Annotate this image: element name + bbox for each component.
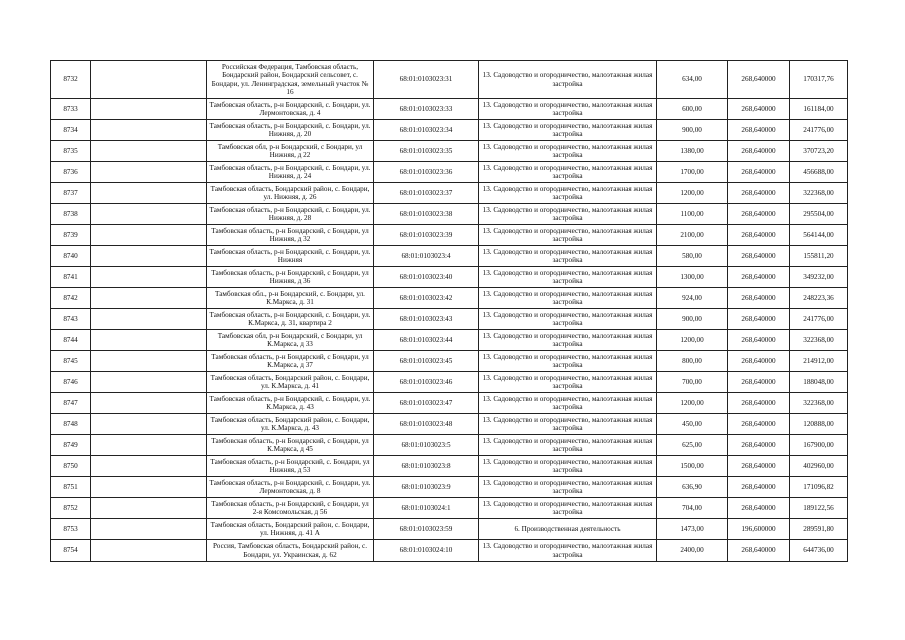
cell-number: 8738 [51, 204, 91, 225]
cell-cadastral-value: 161184,00 [790, 99, 848, 120]
cell-blank [91, 309, 207, 330]
cell-address: Тамбовская область, Бондарский район, с. Бондари, ул. Нижняя, д. 41 А [207, 519, 374, 540]
cell-cadastral-number: 68:01:0103023:39 [374, 225, 479, 246]
cell-cadastral-number: 68:01:0103023:35 [374, 141, 479, 162]
table-row [51, 99, 848, 120]
table-row [51, 141, 848, 162]
cell-specific-value: 268,640000 [728, 141, 790, 162]
cell-cadastral-number: 68:01:0103023:40 [374, 267, 479, 288]
cell-land-use: 13. Садоводство и огородничество, малоэтажная жилая застройка [479, 540, 657, 562]
cell-land-use: 13. Садоводство и огородничество, малоэтажная жилая застройка [479, 309, 657, 330]
cell-address: Тамбовская область, р-н Бондарский, с. Бондари, ул Нижняя, д 53 [207, 456, 374, 477]
cell-cadastral-number: 68:01:0103023:4 [374, 246, 479, 267]
table-body [51, 61, 848, 562]
cell-cadastral-value: 322368,00 [790, 330, 848, 351]
cell-cadastral-value: 120888,00 [790, 414, 848, 435]
cell-area: 1380,00 [657, 141, 728, 162]
cell-blank [91, 267, 207, 288]
cell-land-use: 13. Садоводство и огородничество, малоэтажная жилая застройка [479, 141, 657, 162]
cell-area: 2100,00 [657, 225, 728, 246]
table-row [51, 61, 848, 99]
cell-area: 900,00 [657, 120, 728, 141]
cell-land-use: 13. Садоводство и огородничество, малоэтажная жилая застройка [479, 351, 657, 372]
table-row [51, 225, 848, 246]
cell-number: 8740 [51, 246, 91, 267]
cell-area: 1473,00 [657, 519, 728, 540]
cell-specific-value: 268,640000 [728, 498, 790, 519]
cell-blank [91, 288, 207, 309]
cell-address: Тамбовская область, р-н Бондарский, с. Бондари, ул. Нижняя, д. 28 [207, 204, 374, 225]
cell-cadastral-value: 322368,00 [790, 183, 848, 204]
cell-specific-value: 268,640000 [728, 477, 790, 498]
cell-land-use: 13. Садоводство и огородничество, малоэтажная жилая застройка [479, 204, 657, 225]
cell-land-use: 13. Садоводство и огородничество, малоэтажная жилая застройка [479, 162, 657, 183]
cell-specific-value: 268,640000 [728, 246, 790, 267]
cell-number: 8742 [51, 288, 91, 309]
cell-land-use: 13. Садоводство и огородничество, малоэтажная жилая застройка [479, 456, 657, 477]
table-row [51, 183, 848, 204]
cell-number: 8749 [51, 435, 91, 456]
cell-area: 1300,00 [657, 267, 728, 288]
cell-cadastral-value: 322368,00 [790, 393, 848, 414]
cell-cadastral-value: 171096,82 [790, 477, 848, 498]
cell-blank [91, 162, 207, 183]
cell-cadastral-value: 564144,00 [790, 225, 848, 246]
cell-address: Россия, Тамбовская область, Бондарский район, с. Бондари, ул. Украинская, д. 62 [207, 540, 374, 562]
table-row [51, 120, 848, 141]
cell-area: 800,00 [657, 351, 728, 372]
cell-address: Тамбовская область, р-н Бондарский, с Бондари, ул К.Маркса, д 45 [207, 435, 374, 456]
cell-number: 8754 [51, 540, 91, 562]
cell-number: 8733 [51, 99, 91, 120]
cell-blank [91, 61, 207, 99]
cell-area: 2400,00 [657, 540, 728, 562]
cell-address: Тамбовская область, р-н Бондарский, с. Бондари, ул. К.Маркса, д. 31, квартира 2 [207, 309, 374, 330]
cell-specific-value: 268,640000 [728, 456, 790, 477]
cell-cadastral-number: 68:01:0103023:8 [374, 456, 479, 477]
cell-blank [91, 372, 207, 393]
cell-area: 1700,00 [657, 162, 728, 183]
cell-specific-value: 268,640000 [728, 372, 790, 393]
cell-address: Российская Федерация, Тамбовская область, Бондарский район, Бондарский сельсовет, с. Бондари, ул. Ленинградская, земельный участок № 16 [207, 61, 374, 99]
cell-area: 1500,00 [657, 456, 728, 477]
cell-specific-value: 268,640000 [728, 183, 790, 204]
cell-cadastral-number: 68:01:0103023:43 [374, 309, 479, 330]
cell-land-use: 13. Садоводство и огородничество, малоэтажная жилая застройка [479, 414, 657, 435]
cell-cadastral-number: 68:01:0103023:9 [374, 477, 479, 498]
table-row [51, 246, 848, 267]
cell-cadastral-value: 349232,00 [790, 267, 848, 288]
cell-blank [91, 246, 207, 267]
cell-number: 8751 [51, 477, 91, 498]
cell-specific-value: 268,640000 [728, 330, 790, 351]
table-row [51, 435, 848, 456]
cell-land-use: 13. Садоводство и огородничество, малоэтажная жилая застройка [479, 225, 657, 246]
table-row [51, 288, 848, 309]
cell-land-use: 13. Садоводство и огородничество, малоэтажная жилая застройка [479, 246, 657, 267]
cell-cadastral-number: 68:01:0103023:44 [374, 330, 479, 351]
cell-land-use: 6. Производственная деятельность [479, 519, 657, 540]
table-row [51, 162, 848, 183]
cell-cadastral-value: 214912,00 [790, 351, 848, 372]
cell-area: 1200,00 [657, 183, 728, 204]
table-row [51, 330, 848, 351]
cell-cadastral-value: 402960,00 [790, 456, 848, 477]
cell-land-use: 13. Садоводство и огородничество, малоэтажная жилая застройка [479, 477, 657, 498]
cell-address: Тамбовская область, р-н Бондарский, с Бондари, ул Нижняя, д 32 [207, 225, 374, 246]
cell-address: Тамбовская область, Бондарский район, с. Бондари, ул. К.Маркса, д. 41 [207, 372, 374, 393]
cell-number: 8737 [51, 183, 91, 204]
table-row [51, 267, 848, 288]
cell-number: 8741 [51, 267, 91, 288]
cell-address: Тамбовская обл, р-н Бондарский, с Бондари, ул Нижняя, д 22 [207, 141, 374, 162]
cell-cadastral-number: 68:01:0103023:34 [374, 120, 479, 141]
cell-number: 8736 [51, 162, 91, 183]
cell-specific-value: 268,640000 [728, 99, 790, 120]
cell-blank [91, 414, 207, 435]
cell-cadastral-number: 68:01:0103023:46 [374, 372, 479, 393]
cell-blank [91, 99, 207, 120]
cell-cadastral-number: 68:01:0103023:36 [374, 162, 479, 183]
cell-land-use: 13. Садоводство и огородничество, малоэтажная жилая застройка [479, 435, 657, 456]
cell-number: 8747 [51, 393, 91, 414]
cell-address: Тамбовская область, р-н Бондарский, с. Бондари, ул. К.Маркса, д. 43 [207, 393, 374, 414]
table-row [51, 393, 848, 414]
cell-land-use: 13. Садоводство и огородничество, малоэтажная жилая застройка [479, 330, 657, 351]
cell-blank [91, 330, 207, 351]
cell-address: Тамбовская область, р-н Бондарский, с. Бондари, ул. Лермонтовская, д. 8 [207, 477, 374, 498]
cell-number: 8752 [51, 498, 91, 519]
cell-area: 1200,00 [657, 330, 728, 351]
cell-area: 704,00 [657, 498, 728, 519]
cell-land-use: 13. Садоводство и огородничество, малоэтажная жилая застройка [479, 372, 657, 393]
table-row [51, 309, 848, 330]
cell-blank [91, 183, 207, 204]
cell-number: 8746 [51, 372, 91, 393]
cell-specific-value: 268,640000 [728, 393, 790, 414]
cell-land-use: 13. Садоводство и огородничество, малоэтажная жилая застройка [479, 498, 657, 519]
table-row [51, 519, 848, 540]
table-row [51, 414, 848, 435]
cell-cadastral-value: 241776,00 [790, 309, 848, 330]
cell-blank [91, 225, 207, 246]
cell-land-use: 13. Садоводство и огородничество, малоэтажная жилая застройка [479, 393, 657, 414]
cell-area: 636,90 [657, 477, 728, 498]
cell-blank [91, 204, 207, 225]
cell-specific-value: 268,640000 [728, 120, 790, 141]
cell-cadastral-value: 456688,00 [790, 162, 848, 183]
cell-cadastral-number: 68:01:0103023:48 [374, 414, 479, 435]
table-row [51, 498, 848, 519]
cell-address: Тамбовская область, р-н Бондарский, с Бондари, ул К.Маркса, д 37 [207, 351, 374, 372]
cell-blank [91, 519, 207, 540]
cell-cadastral-number: 68:01:0103023:59 [374, 519, 479, 540]
cell-land-use: 13. Садоводство и огородничество, малоэтажная жилая застройка [479, 61, 657, 99]
cell-address: Тамбовская область, Бондарский район, с. Бондари, ул. К.Маркса, д. 43 [207, 414, 374, 435]
cell-area: 1100,00 [657, 204, 728, 225]
cell-cadastral-value: 370723,20 [790, 141, 848, 162]
cell-number: 8734 [51, 120, 91, 141]
cell-number: 8739 [51, 225, 91, 246]
cell-address: Тамбовская область, р-н Бондарский, с. Бондари, ул. Лермонтовская, д. 4 [207, 99, 374, 120]
cell-address: Тамбовская область, Бондарский район, с. Бондари, ул. Нижняя, д. 26 [207, 183, 374, 204]
cell-specific-value: 196,600000 [728, 519, 790, 540]
cell-specific-value: 268,640000 [728, 351, 790, 372]
cell-specific-value: 268,640000 [728, 414, 790, 435]
cell-blank [91, 540, 207, 562]
cell-specific-value: 268,640000 [728, 309, 790, 330]
cell-area: 625,00 [657, 435, 728, 456]
cell-address: Тамбовская область, р-н Бондарский, с. Бондари, ул. Нижняя, д. 20 [207, 120, 374, 141]
cell-number: 8745 [51, 351, 91, 372]
cell-area: 700,00 [657, 372, 728, 393]
cell-blank [91, 141, 207, 162]
cell-blank [91, 351, 207, 372]
cell-specific-value: 268,640000 [728, 225, 790, 246]
cell-area: 900,00 [657, 309, 728, 330]
cell-specific-value: 268,640000 [728, 204, 790, 225]
cell-cadastral-number: 68:01:0103023:38 [374, 204, 479, 225]
cell-specific-value: 268,640000 [728, 435, 790, 456]
cell-number: 8750 [51, 456, 91, 477]
cell-address: Тамбовская область, р-н Бондарский, с Бондари, ул Нижняя, д 36 [207, 267, 374, 288]
cell-cadastral-number: 68:01:0103024:10 [374, 540, 479, 562]
table-row [51, 540, 848, 562]
table-row [51, 456, 848, 477]
cell-cadastral-value: 241776,00 [790, 120, 848, 141]
cell-address: Тамбовская область, р-н Бондарский, с. Бондари, ул. Нижняя, д. 24 [207, 162, 374, 183]
cell-number: 8743 [51, 309, 91, 330]
cell-land-use: 13. Садоводство и огородничество, малоэтажная жилая застройка [479, 183, 657, 204]
cell-blank [91, 477, 207, 498]
cell-specific-value: 268,640000 [728, 61, 790, 99]
cell-cadastral-number: 68:01:0103023:31 [374, 61, 479, 99]
cell-number: 8753 [51, 519, 91, 540]
cell-cadastral-value: 170317,76 [790, 61, 848, 99]
cell-specific-value: 268,640000 [728, 288, 790, 309]
cell-blank [91, 498, 207, 519]
cell-land-use: 13. Садоводство и огородничество, малоэтажная жилая застройка [479, 120, 657, 141]
cell-number: 8735 [51, 141, 91, 162]
cell-cadastral-value: 155811,20 [790, 246, 848, 267]
table-row [51, 204, 848, 225]
cell-blank [91, 393, 207, 414]
cell-cadastral-number: 68:01:0103023:37 [374, 183, 479, 204]
cell-cadastral-value: 644736,00 [790, 540, 848, 562]
cell-cadastral-number: 68:01:0103023:5 [374, 435, 479, 456]
cell-cadastral-number: 68:01:0103024:1 [374, 498, 479, 519]
cell-area: 924,00 [657, 288, 728, 309]
cell-address: Тамбовская обл, р-н Бондарский, с Бондари, ул К.Маркса, д 33 [207, 330, 374, 351]
cell-specific-value: 268,640000 [728, 540, 790, 562]
table-row [51, 477, 848, 498]
cell-area: 634,00 [657, 61, 728, 99]
cell-cadastral-value: 167900,00 [790, 435, 848, 456]
cell-area: 450,00 [657, 414, 728, 435]
cell-cadastral-number: 68:01:0103023:42 [374, 288, 479, 309]
cell-area: 1200,00 [657, 393, 728, 414]
cell-address: Тамбовская область, р-н Бондарский, с. Бондари, ул. Нижняя [207, 246, 374, 267]
cell-area: 600,00 [657, 99, 728, 120]
cell-specific-value: 268,640000 [728, 267, 790, 288]
cell-cadastral-value: 248223,36 [790, 288, 848, 309]
cell-blank [91, 120, 207, 141]
cell-cadastral-number: 68:01:0103023:45 [374, 351, 479, 372]
cell-cadastral-value: 289591,80 [790, 519, 848, 540]
land-register-table [50, 60, 848, 562]
cell-number: 8748 [51, 414, 91, 435]
cell-number: 8732 [51, 61, 91, 99]
cell-number: 8744 [51, 330, 91, 351]
cell-blank [91, 456, 207, 477]
cell-area: 580,00 [657, 246, 728, 267]
cell-address: Тамбовская область, р-н Бондарский, с Бондари, ул 2-я Комсомольская, д 56 [207, 498, 374, 519]
cell-cadastral-value: 188048,00 [790, 372, 848, 393]
cell-cadastral-number: 68:01:0103023:33 [374, 99, 479, 120]
cell-land-use: 13. Садоводство и огородничество, малоэтажная жилая застройка [479, 288, 657, 309]
cell-cadastral-value: 189122,56 [790, 498, 848, 519]
cell-cadastral-value: 295504,00 [790, 204, 848, 225]
table-row [51, 372, 848, 393]
table-row [51, 351, 848, 372]
cell-cadastral-number: 68:01:0103023:47 [374, 393, 479, 414]
cell-land-use: 13. Садоводство и огородничество, малоэтажная жилая застройка [479, 267, 657, 288]
cell-specific-value: 268,640000 [728, 162, 790, 183]
cell-land-use: 13. Садоводство и огородничество, малоэтажная жилая застройка [479, 99, 657, 120]
cell-address: Тамбовская обл., р-н Бондарский, с. Бондари, ул. К.Маркса, д. 31 [207, 288, 374, 309]
cell-blank [91, 435, 207, 456]
